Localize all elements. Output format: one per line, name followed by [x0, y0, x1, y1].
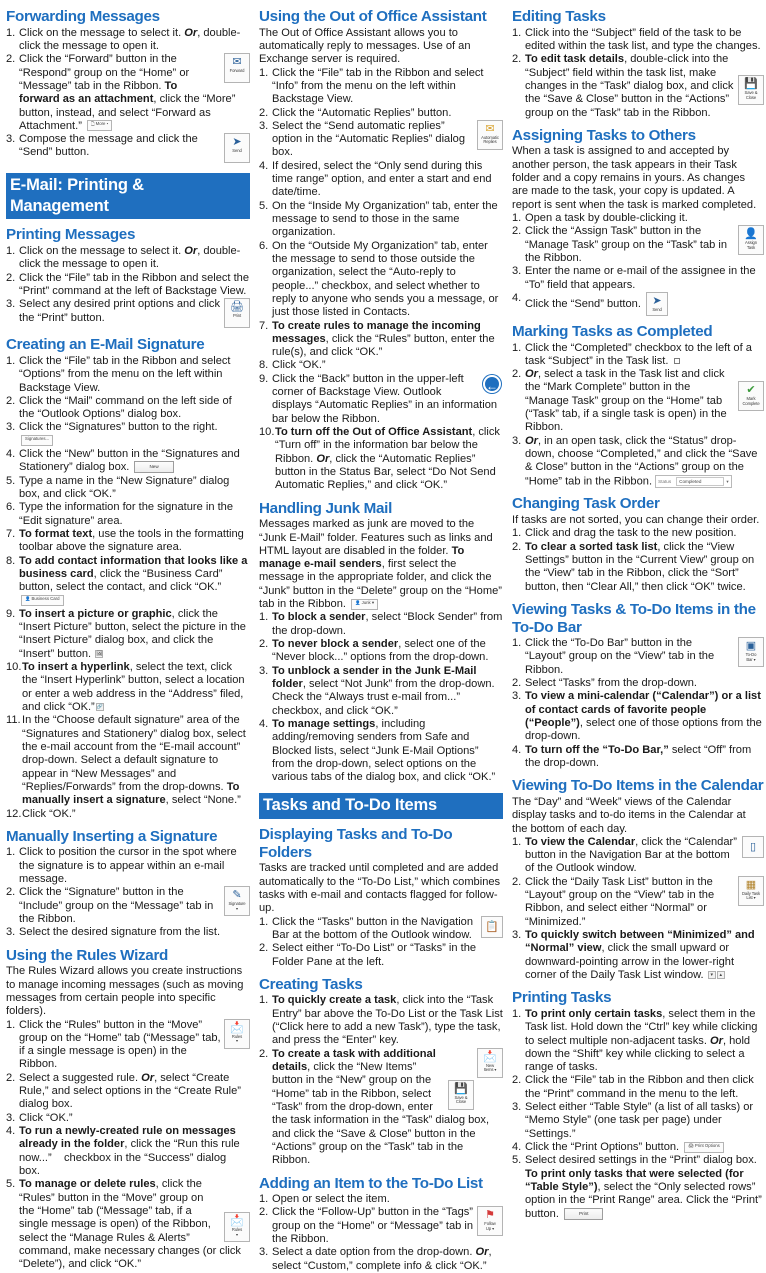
step-text: To insert a hyperlink, select the text, click the “Insert Hyperlink” button, select a location or enter a web address in the “Address” filed, and click “OK.”: [22, 661, 245, 713]
list-item: 2. 👤 Assign Task Click the “Assign Task” button in the “Manage Task” group on the “Task” tab in the Ribbon.: [512, 225, 764, 265]
step-text: To never block a sender, select one of the “Never block...” options from the drop-down.: [272, 638, 489, 664]
list-item: 1. Open or select the item.: [259, 1193, 390, 1206]
step-text: To create rules to manage the incoming messages, click the “Rules” button, enter the rule(s), and click “OK.”: [272, 319, 495, 359]
step-text: Open or select the item.: [272, 1193, 390, 1206]
step-text: To run a newly-created rule on messages already in the folder, click the “Run this rule now...” checkbox in the “Success” dialog box.: [19, 1125, 240, 1177]
list-item: 4. To turn off the “To-Do Bar,” select “Off” from the drop-down.: [512, 743, 752, 769]
section-heading-rules-wizard: Using the Rules Wizard: [6, 946, 169, 964]
follow-up-icon[interactable]: ⚑ Follow Up ▾: [477, 1206, 503, 1236]
list-item: 1. To print only certain tasks, select them in the Task list. Hold down the “Ctrl” key while clicking to select multiple non-adjacent tasks. Or, hold down the “Shift” key while clicking to select a range of tasks.: [512, 1007, 758, 1074]
list-item: 1. To quickly create a task, click into the “Task Entry” bar above the To-Do List or the Task List (“Click here to add a new Task”), type the task, and press the “Enter” key.: [259, 994, 503, 1047]
intro-junk-mail: Messages marked as junk are moved to the “Junk E-Mail” folder. Features such as links and HTML layout are disabled in the folder. To manage e-mail senders, first select the message in the appropriate folder, and click the “Junk” button in the “Delete” group on the “Home” tab in the Ribbon. 👤 Junk ▾: [259, 518, 502, 611]
step-text: Click the “Mail” command on the left side of the “Outlook Options” dialog box.: [19, 394, 232, 421]
list-item: 1. Click the “File” tab in the Ribbon and select “Info” from the menu on the left within Backstage View.: [259, 66, 484, 106]
list-item: 3. Or, in an open task, click the “Status” drop-down, choose “Completed,” and click the “Save & Close” button in the “Actions” group on the “Home” tab in the Ribbon. Status Completed ▾: [512, 434, 758, 488]
back-arrow-icon[interactable]: ←: [483, 375, 501, 393]
print-options-icon[interactable]: 🖨 Print Options: [684, 1142, 724, 1153]
rules-manage-icon[interactable]: 📩 Rules ▾: [224, 1212, 250, 1242]
step-text: To add contact information that looks like a business card, click the “Business Card” button, select the contact, and click “OK.”: [19, 554, 248, 594]
step-text: Enter the name or e-mail of the assignee in the “To” field that appears.: [525, 265, 756, 291]
step-text: To format text, use the tools in the formatting toolbar above the signature area.: [19, 527, 244, 554]
step-text: Click the “File” tab in the Ribbon and select “Options” from the menu on the left within Backstage View.: [19, 354, 231, 394]
step-text: Compose the message and click the “Send” button.: [19, 133, 198, 159]
step-text: To quickly create a task, click into the “Task Entry” bar above the To-Do List or the Task List (“Click here to add a new Task”), type the task, and press the “Enter” key.: [272, 994, 503, 1047]
list-item: 2. Click the “Mail” command on the left side of the “Outlook Options” dialog box.: [6, 394, 232, 421]
intro-out-of-office: The Out of Office Assistant allows you to automatically reply to messages. Use of an Exchange server is required.: [259, 26, 471, 66]
section-heading-creating-signature: Creating an E-Mail Signature: [6, 336, 205, 354]
list-item: [6, 133, 250, 164]
list-item: 5. On the “Inside My Organization” tab, enter the message to send to those in the same organization.: [259, 199, 498, 239]
list-item: 2. Select either “To-Do List” or “Tasks” in the Folder Pane at the left.: [259, 942, 477, 968]
list-item: 2. Click the “File” tab in the Ribbon and select the “Print” command at the left of Backstage View.: [6, 271, 250, 297]
list-item: 1. Click the “Completed” checkbox to the left of a task “Subject” in the Task list.: [512, 341, 752, 367]
step-text: Select the desired signature from the list.: [19, 926, 221, 939]
list-item: 1. Click to position the cursor in the spot where the signature is to appear within an e-mail message.: [6, 846, 237, 886]
section-heading-changing-task-order: Changing Task Order: [512, 495, 660, 513]
save-close-icon[interactable]: 💾 Save & Close: [738, 75, 764, 105]
step-text: Select a suggested rule. Or, select “Create Rule,” and select options in the “Create Rule” dialog box.: [19, 1071, 241, 1111]
list-item: 3. Enter the name or e-mail of the assignee in the “To” field that appears.: [512, 265, 756, 291]
step-text: Click the “New” button in the “Signatures and Stationery” dialog box.: [19, 448, 240, 474]
step-text: Click the “Rules” button in the “Move” group on the “Home” tab (“Message” tab, if a single message is open) in the Ribbon.: [19, 1018, 221, 1071]
step-text: Click the “File” tab in the Ribbon and then click the “Print” command in the menu to the left.: [525, 1074, 754, 1100]
step-text: To clear a sorted task list, click the “View Settings” button in the “Current View” group on the “View” tab in the Ribbon, click the “Sort” button, then “Clear All,” then click “OK” twice.: [525, 540, 755, 593]
step-text: To create a task with additional details, click the “New Items” button in the “New” group on the “Home” tab in the Ribbon, select “Task” from the drop-down, enter the task information in the “Task” dialog box, and click the “Save & Close” button in the “Actions” group on the “Task” tab in the Ribbon.: [272, 1047, 490, 1167]
step-text: Click to position the cursor in the spot where the signature is to appear within an e-mail message.: [19, 846, 237, 886]
step-text: Click the “Tasks” button in the Navigation Bar at the bottom of the Outlook window.: [272, 915, 474, 941]
list-item: 6. Type the information for the signature in the “Edit signature” area.: [6, 501, 233, 527]
steps-displaying-tasks: [259, 916, 503, 969]
step-text: To turn off the “To-Do Bar,” select “Off” from the drop-down.: [525, 743, 752, 769]
list-item: 7. To format text, use the tools in the formatting toolbar above the signature area.: [6, 527, 244, 554]
signature-icon[interactable]: ✎ Signature ▾: [224, 886, 250, 916]
maximize-arrow-icon[interactable]: ▴: [717, 971, 725, 979]
column-right: [512, 8, 764, 1221]
step-text: Select “Tasks” from the drop-down.: [525, 677, 698, 690]
section-heading-displaying-tasks: Displaying Tasks and To-Do Folders: [259, 826, 453, 861]
steps-forwarding-messages: [6, 27, 250, 165]
steps-viewing-todo-bar: [512, 637, 764, 770]
list-item: 6. On the “Outside My Organization” tab, enter the message to send to those outside the organization, select the “Auto-reply to people...” checkbox, and select whether to reply to anyone who sends you a message, or just those listed in Contacts.: [259, 239, 499, 319]
step-text: To quickly switch between “Minimized” and “Normal” view, click the small upward or downward-pointing arrow in the lower-right corner of the Daily Task List window.: [525, 929, 755, 981]
step-text: In the “Choose default signature” area of the “Signatures and Stationery” dialog box, select the e-mail account from the “E-mail account” drop-down. Select a default signature to appear in “New Messages” and “Replies/Forwards” from the drop-downs. To manually insert a signature, select “None.”: [22, 714, 246, 807]
section-heading-manual-signature: Manually Inserting a Signature: [6, 827, 218, 845]
send-icon[interactable]: ➤ Send: [646, 292, 668, 316]
list-item: 1. 📩 Rules ▾ Click the “Rules” button in the “Move” group on the “Home” tab (“Message” tab, if a single message is open) in the Ribbon.: [6, 1019, 250, 1072]
step-number: 2.: [6, 53, 16, 66]
save-close-icon[interactable]: 💾 Save & Close: [448, 1080, 474, 1110]
section-heading-viewing-todo-bar: Viewing Tasks & To-Do Items in the To-Do Bar: [512, 600, 756, 636]
insert-picture-icon[interactable]: 🖼: [96, 650, 103, 657]
list-item: 3. Select a date option from the drop-down. Or, select “Custom,” complete info & click “OK.”: [259, 1246, 492, 1272]
steps-assigning-tasks: [512, 212, 764, 316]
step-text: To insert a picture or graphic, click the “Insert Picture” button, select the picture in the “Insert Picture” dialog box, and click the “Insert” button.: [19, 607, 246, 660]
list-item: 2. Select a suggested rule. Or, select “Create Rule,” and select options in the “Create Rule” dialog box.: [6, 1071, 241, 1111]
section-heading-out-of-office: Using the Out of Office Assistant: [259, 8, 487, 25]
steps-changing-task-order: [512, 527, 764, 594]
list-item: 8. To add contact information that looks like a business card, click the “Business Card” button, select the contact, and click “OK.” 👤 Business Card: [6, 555, 250, 608]
step-text: Click the “Signature” button in the “Include” group on the “Message” tab in the Ribbon.: [19, 886, 214, 925]
section-heading-adding-todo-item: Adding an Item to the To-Do List: [259, 1174, 483, 1192]
list-item: 2. ⚑ Follow Up ▾ Click the “Follow-Up” button in the “Tags” group on the “Home” or “Message” tab in the Ribbon.: [259, 1206, 503, 1246]
list-item: [6, 53, 250, 133]
intro-rules-wizard: The Rules Wizard allows you create instructions to manage incoming messages (such as moving messages from certain people into specific folders).: [6, 965, 244, 1018]
section-heading-printing-messages: Printing Messages: [6, 226, 136, 244]
step-text: Or, in an open task, click the “Status” drop-down, choose “Completed,” and click the “Save & Close” button in the “Actions” group on the “Home” tab in the Ribbon.: [525, 434, 758, 488]
status-dropdown[interactable]: Status Completed ▾: [655, 475, 732, 488]
step-text: Select either “Table Style” (a list of all tasks) or “Memo Style” (one task per page) under “Settings.”: [525, 1101, 754, 1140]
step-text: To view a mini-calendar (“Calendar”) or a list of contact cards of favorite people (“People”), select one of those options from the drop-down.: [525, 690, 762, 743]
steps-creating-signature: [6, 355, 250, 821]
list-item: 4. To manage settings, including adding/removing senders from Safe and Blocked lists, select “Junk E-Mail Options” from the drop-down, select options on the various tabs of the dialog box, and click “OK.”: [259, 717, 496, 784]
step-text: Click into the “Subject” field of the task to be edited within the task list, and type the changes.: [525, 26, 761, 52]
print-icon[interactable]: 🖨 Print: [224, 298, 250, 328]
list-item: 1. To block a sender, select “Block Sender” from the drop-down.: [259, 611, 503, 637]
automatic-replies-icon[interactable]: ✉ Automatic Replies: [477, 120, 503, 150]
list-item: 9. To insert a picture or graphic, click the “Insert Picture” button, select the picture in the “Insert Picture” dialog box, and click the “Insert” button. 🖼: [6, 607, 246, 660]
step-text: To block a sender, select “Block Sender” from the drop-down.: [272, 611, 503, 637]
section-heading-forwarding-messages: Forwarding Messages: [6, 8, 160, 25]
list-item: 1. Click on the message to select it. Or, double-click the message to open it.: [6, 245, 241, 271]
step-text: Select either “To-Do List” or “Tasks” in the Folder Pane at the left.: [272, 942, 477, 968]
step-text: To turn off the Out of Office Assistant, click “Turn off” in the information bar below the Ribbon. Or, click the “Automatic Replies” button in the Status Bar, select “Do Not Send Automatic Replies,” and click “OK.”: [275, 426, 500, 492]
assign-task-icon[interactable]: 👤 Assign Task: [738, 225, 764, 255]
list-item: 9. ← Click the “Back” button in the upper-left corner of Backstage View. Outlook displays “Automatic Replies” in an information bar below the Ribbon.: [259, 373, 503, 426]
step-text: On the “Outside My Organization” tab, enter the message to send to those outside the organization, select the “Auto-reply to people...” checkbox, and select whether to reply to anyone who sends you a message, or just those listed in Contacts.: [272, 239, 499, 319]
todo-bar-icon[interactable]: ▣ To-Do Bar ▾: [738, 637, 764, 667]
list-item: 12. Click “OK.”: [6, 807, 76, 820]
step-text: Click the “Print Options” button.: [525, 1141, 680, 1153]
rules-icon[interactable]: 📩 Rules ▾: [224, 1019, 250, 1049]
list-item: 1. ▯ To view the Calendar, click the “Calendar” button in the Navigation Bar at the bottom of the Outlook window.: [512, 836, 764, 876]
steps-junk-mail: [259, 611, 503, 784]
forward-icon[interactable]: ✉ Forward: [224, 53, 250, 83]
list-item: 4. Click the “Print Options” button. 🖨 Print Options: [512, 1141, 764, 1154]
section-heading-printing-tasks: Printing Tasks: [512, 989, 612, 1007]
step-text: Click the “Follow-Up” button in the “Tags” group on the “Home” or “Message” tab in the Ribbon.: [272, 1206, 474, 1246]
step-text: Type a name in the “New Signature” dialog box, and click “OK.”: [19, 474, 230, 500]
step-text: Select desired settings in the “Print” dialog box. To print only tasks that were selected (for “Table Style”), select the “Only selected rows” option in the “Print Range” area. Click the “Print” button.: [525, 1154, 762, 1220]
insert-hyperlink-icon[interactable]: 🔗: [96, 704, 103, 711]
list-item: 11. In the “Choose default signature” area of the “Signatures and Stationery” dialog box, select the e-mail account from the “E-mail account” drop-down. Select a default signature to appear in “New Messages” and “Replies/Forwards” from the drop-downs. To manually insert a signature, select “None.”: [6, 714, 246, 807]
steps-marking-complete: [512, 342, 764, 489]
list-item: 2. Select “Tasks” from the drop-down.: [512, 677, 698, 690]
step-text: Click on the message to select it. Or, double-click the message to open it.: [19, 245, 241, 271]
list-item: [6, 27, 250, 54]
step-text: To edit task details, double-click into the “Subject” field within the task list, make changes in the “Task” dialog box, and click the “Save & Close” button in the “Actions” group on the “Task” tab in the Ribbon.: [525, 53, 734, 119]
step-text: If desired, select the “Only send during this time range” option, and enter a start and end date/time.: [272, 159, 492, 199]
list-item: 1. ▣ To-Do Bar ▾ Click the “To-Do Bar” button in the “Layout” group on the “View” tab in the Ribbon.: [512, 637, 764, 677]
step-text: Click the “Assign Task” button in the “Manage Task” group on the “Task” tab in the Ribbon.: [525, 225, 728, 264]
step-text: Select a date option from the drop-down. Or, select “Custom,” complete info & click “OK.”: [272, 1246, 492, 1272]
step-text: Click the “Signatures” button to the right.: [19, 421, 218, 434]
list-item: 1. Click the “File” tab in the Ribbon and select “Options” from the menu on the left within Backstage View.: [6, 354, 231, 394]
step-text: Click the “File” tab in the Ribbon and select “Info” from the menu on the left within Backstage View.: [272, 66, 484, 106]
list-item: 2. 📩 New Items ▾ 💾 Save & Close To create a task with additional details, click the “New Items” button in the “New” group on the “Home” tab in the Ribbon, select “Task” from the drop-down, enter the task information in the “Task” dialog box, and click the “Save & Close” button in the “Actions” group on the “Task” tab in the Ribbon.: [259, 1048, 503, 1168]
list-item: 2. To clear a sorted task list, click the “View Settings” button in the “Current View” group on the “View” tab in the Ribbon, click the “Sort” button, then “Clear All,” then click “OK” twice.: [512, 540, 755, 593]
intro-displaying-tasks: Tasks are tracked until completed and are added automatically to the “To-Do List,” which combines tasks with e-mail and contacts flagged for follow-up.: [259, 862, 501, 915]
step-text: Click the “Send” button.: [525, 297, 641, 310]
steps-out-of-office: [259, 67, 503, 493]
list-item: 2. ✎ Signature ▾ Click the “Signature” button in the “Include” group on the “Message” tab in the Ribbon.: [6, 886, 250, 926]
step-text: Click the “Completed” checkbox to the left of a task “Subject” in the Task list.: [525, 341, 752, 367]
band-email-printing-management: E-Mail: Printing & Management: [6, 173, 250, 219]
print-button-icon[interactable]: Print: [564, 1208, 603, 1220]
list-item: 3. To unblock a sender in the Junk E-Mail folder, select “Not Junk” from the drop-down. Check the “Always trust e-mail from...” checkbox, and click “OK.”: [259, 664, 495, 717]
step-text: Or, select a task in the Task list and click the “Mark Complete” button in the “Manage Task” group on the “Home” tab (“Task” tab, if a single task is open) in the Ribbon.: [525, 368, 727, 434]
section-heading-marking-complete: Marking Tasks as Completed: [512, 322, 713, 340]
steps-printing-messages: [6, 245, 250, 329]
step-text: Select the “Send automatic replies” option in the “Automatic Replies” dialog box.: [272, 119, 466, 159]
list-item: 4. To run a newly-created rule on messages already in the folder, click the “Run this rule now...” checkbox in the “Success” dialog box.: [6, 1125, 240, 1177]
list-item: 2. ✔ Mark Complete Or, select a task in the Task list and click the “Mark Complete” button in the “Manage Task” group on the “Home” tab (“Task” tab, if a single task is open) in the Ribbon.: [512, 368, 764, 435]
junk-icon[interactable]: 👤 Junk ▾: [351, 599, 378, 610]
section-heading-junk-mail: Handling Junk Mail: [259, 499, 392, 517]
step-text: Click the “To-Do Bar” button in the “Layout” group on the “View” tab in the Ribbon.: [525, 637, 715, 676]
more-icon[interactable]: 🗋 More ▾: [87, 120, 112, 131]
column-left: [6, 8, 250, 1271]
step-text: Click “OK.”: [22, 807, 76, 820]
steps-viewing-todo-calendar: [512, 836, 764, 982]
list-item: 3. ✉ Automatic Replies Select the “Send automatic replies” option in the “Automatic Replies” dialog box.: [259, 120, 503, 160]
steps-printing-tasks: [512, 1008, 764, 1221]
list-item: 3. Click “OK.”: [6, 1111, 73, 1124]
list-item: 10. To turn off the Out of Office Assistant, click “Turn off” in the information bar below the Ribbon. Or, click the “Automatic Replies” button in the Status Bar, select “Do Not Send Automatic Replies,” and click “OK.”: [259, 426, 500, 492]
list-item: 5. Select desired settings in the “Print” dialog box. To print only tasks that were selected (for “Table Style”), select the “Only selected rows” option in the “Print Range” area. Click the “Print” button. Print: [512, 1154, 762, 1220]
list-item: 3. Select the desired signature from the list.: [6, 926, 221, 939]
step-text: Click the “Back” button in the upper-left corner of Backstage View. Outlook displays “Automatic Replies” in an information bar below the Ribbon.: [272, 372, 498, 425]
step-text: Click “OK.”: [19, 1111, 73, 1124]
step-text: Type the information for the signature in the “Edit signature” area.: [19, 501, 233, 527]
list-item: 2. To never block a sender, select one of the “Never block...” options from the drop-down.: [259, 638, 489, 664]
list-item: 3. To view a mini-calendar (“Calendar”) or a list of contact cards of favorite people (“People”), select one of those options from the drop-down.: [512, 690, 762, 743]
step-text: To view the Calendar, click the “Calendar” button in the Navigation Bar at the bottom of the Outlook window.: [525, 835, 737, 875]
step-text: To unblock a sender in the Junk E-Mail folder, select “Not Junk” from the drop-down. Check the “Always trust e-mail from...” checkbox, and click “OK.”: [272, 664, 495, 717]
mark-complete-icon[interactable]: ✔ Mark Complete: [738, 381, 764, 411]
step-text: Click on the message to select it. Or, double-click the message to open it.: [19, 26, 241, 52]
step-text: On the “Inside My Organization” tab, enter the message to send to those in the same organization.: [272, 199, 498, 239]
list-item: 3. Click the “Signatures” button to the right. Signatures...: [6, 421, 250, 448]
list-item: 1. Open a task by double-clicking it.: [512, 212, 688, 224]
list-item: 5. 📩 Rules ▾ To manage or delete rules, click the “Rules” button in the “Move” group on the “Home” tab (“Message” tab, if a single message is open) of the Ribbon, select the “Manage Rules & Alerts” command, make necessary changes (or click “Delete”), and click “OK.”: [6, 1178, 250, 1271]
send-icon[interactable]: ➤ Send: [224, 133, 250, 163]
section-heading-creating-tasks: Creating Tasks: [259, 975, 363, 993]
step-text: To print only certain tasks, select them in the Task list. Hold down the “Ctrl” key while clicking to select multiple non-adjacent tasks. Or, hold down the “Shift” key while clicking to select a range of tasks.: [525, 1007, 758, 1074]
list-item: 1. Click and drag the task to the new position.: [512, 527, 737, 540]
list-item: 7. To create rules to manage the incoming messages, click the “Rules” button, enter the rule(s), and click “OK.”: [259, 319, 495, 359]
step-text: Click and drag the task to the new position.: [525, 527, 737, 540]
intro-changing-task-order: If tasks are not sorted, you can change their order.: [512, 514, 760, 526]
step-text: Click the “Automatic Replies” button.: [272, 106, 452, 119]
steps-manual-signature: [6, 846, 250, 939]
section-heading-assigning-tasks: Assigning Tasks to Others: [512, 126, 696, 144]
list-item: 2. Click the “File” tab in the Ribbon and then click the “Print” command in the menu to the left.: [512, 1074, 754, 1100]
new-items-icon[interactable]: 📩 New Items ▾: [477, 1048, 503, 1078]
new-button-icon[interactable]: New: [134, 461, 173, 473]
column-middle: [259, 8, 503, 1273]
band-tasks-and-todo-items: Tasks and To-Do Items: [259, 793, 503, 819]
step-text: Click the “Daily Task List” button in the “Layout” group on the “View” tab in the Ribbon, and select either “Normal” or “Minimized.”: [525, 875, 715, 928]
step-number: 1.: [6, 26, 16, 39]
step-text: Select any desired print options and click the “Print” button.: [19, 298, 221, 324]
section-heading-viewing-todo-calendar: Viewing To-Do Items in the Calendar: [512, 777, 764, 795]
step-text: Open a task by double-clicking it.: [525, 212, 688, 224]
minimize-arrow-icon[interactable]: ▾: [708, 971, 716, 979]
intro-assigning-tasks: When a task is assigned to and accepted by another person, the task appears in their Task folder and a copy remains in yours. As changes are made to the task, your copy is updated. A report is sent when the task is marked completed.: [512, 145, 757, 211]
tasks-nav-icon[interactable]: 📋: [481, 916, 503, 938]
daily-task-list-icon[interactable]: ▦ Daily Task List ▾: [738, 876, 764, 906]
list-item: 2. ▦ Daily Task List ▾ Click the “Daily Task List” button in the “Layout” group on the “View” tab in the Ribbon, and select either “Normal” or “Minimized.”: [512, 876, 764, 929]
list-item: 1. Click into the “Subject” field of the task to be edited within the task list, and type the changes.: [512, 26, 761, 52]
steps-adding-todo-item: [259, 1193, 503, 1273]
list-item: 10. To insert a hyperlink, select the text, click the “Insert Hyperlink” button, select a location or enter a web address in the “Address” filed, and click “OK.” 🔗: [6, 661, 245, 713]
list-item: 2. Click the “Automatic Replies” button.: [259, 106, 452, 119]
list-item: 4. If desired, select the “Only send during this time range” option, and enter a start and end date/time.: [259, 159, 492, 199]
step-text: To manage or delete rules, click the “Rules” button in the “Move” group on the “Home” tab (“Message” tab, if a single message is open) of the Ribbon, select the “Manage Rules & Alerts” command, make necessary changes (or click “Delete”), and click “OK.”: [19, 1178, 241, 1271]
step-text: Click the “Forward” button in the “Respond” group on the “Home” or “Message” tab in the Ribbon. To forward as an attachment, click the “More” button, instead, and select “Forward as Attachment.”: [19, 53, 236, 132]
step-text: To manage settings, including adding/removing senders from Safe and Blocked lists, select “Junk E-Mail Options” from the drop-down, select options on the various tabs of the dialog box, and click “OK.”: [272, 717, 496, 784]
list-item: 3. 🖨 Print Select any desired print options and click the “Print” button.: [6, 298, 250, 329]
steps-rules-wizard: [6, 1019, 250, 1272]
list-item: 8. Click “OK.”: [259, 359, 326, 372]
step-text: Click the “File” tab in the Ribbon and select the “Print” command at the left of Backstage View.: [19, 271, 250, 297]
step-text: Click “OK.”: [272, 359, 326, 372]
list-item: 5. Type a name in the “New Signature” dialog box, and click “OK.”: [6, 474, 230, 500]
list-item: 2. 💾 Save & Close To edit task details, double-click into the “Subject” field within the task list, make changes in the “Task” dialog box, and click the “Save & Close” button in the “Actions” group on the “Task” tab in the Ribbon.: [512, 53, 764, 120]
steps-editing-tasks: [512, 27, 764, 120]
list-item: 4. Click the “New” button in the “Signatures and Stationery” dialog box. New: [6, 448, 240, 474]
list-item: 3. Select either “Table Style” (a list of all tasks) or “Memo Style” (one task per page) under “Settings.”: [512, 1101, 754, 1140]
calendar-nav-icon[interactable]: ▯: [742, 836, 764, 858]
business-card-icon[interactable]: 👤 Business Card: [21, 595, 64, 606]
completed-checkbox-icon[interactable]: [674, 358, 680, 364]
step-number: 3.: [6, 133, 16, 146]
intro-viewing-todo-calendar: The “Day” and “Week” views of the Calendar display tasks and to-do items in the Calendar at the bottom of each day.: [512, 795, 746, 835]
list-item: 3. To quickly switch between “Minimized” and “Normal” view, click the small upward or downward-pointing arrow in the lower-right corner of the Daily Task List window. ▾ ▴: [512, 929, 755, 981]
signatures-button-icon[interactable]: Signatures...: [21, 435, 53, 446]
steps-creating-tasks: [259, 994, 503, 1167]
list-item: 1. 📋 Click the “Tasks” button in the Navigation Bar at the bottom of the Outlook window.: [259, 916, 503, 943]
section-heading-editing-tasks: Editing Tasks: [512, 8, 606, 25]
list-item: 4. Click the “Send” button. ➤ Send: [512, 292, 764, 316]
